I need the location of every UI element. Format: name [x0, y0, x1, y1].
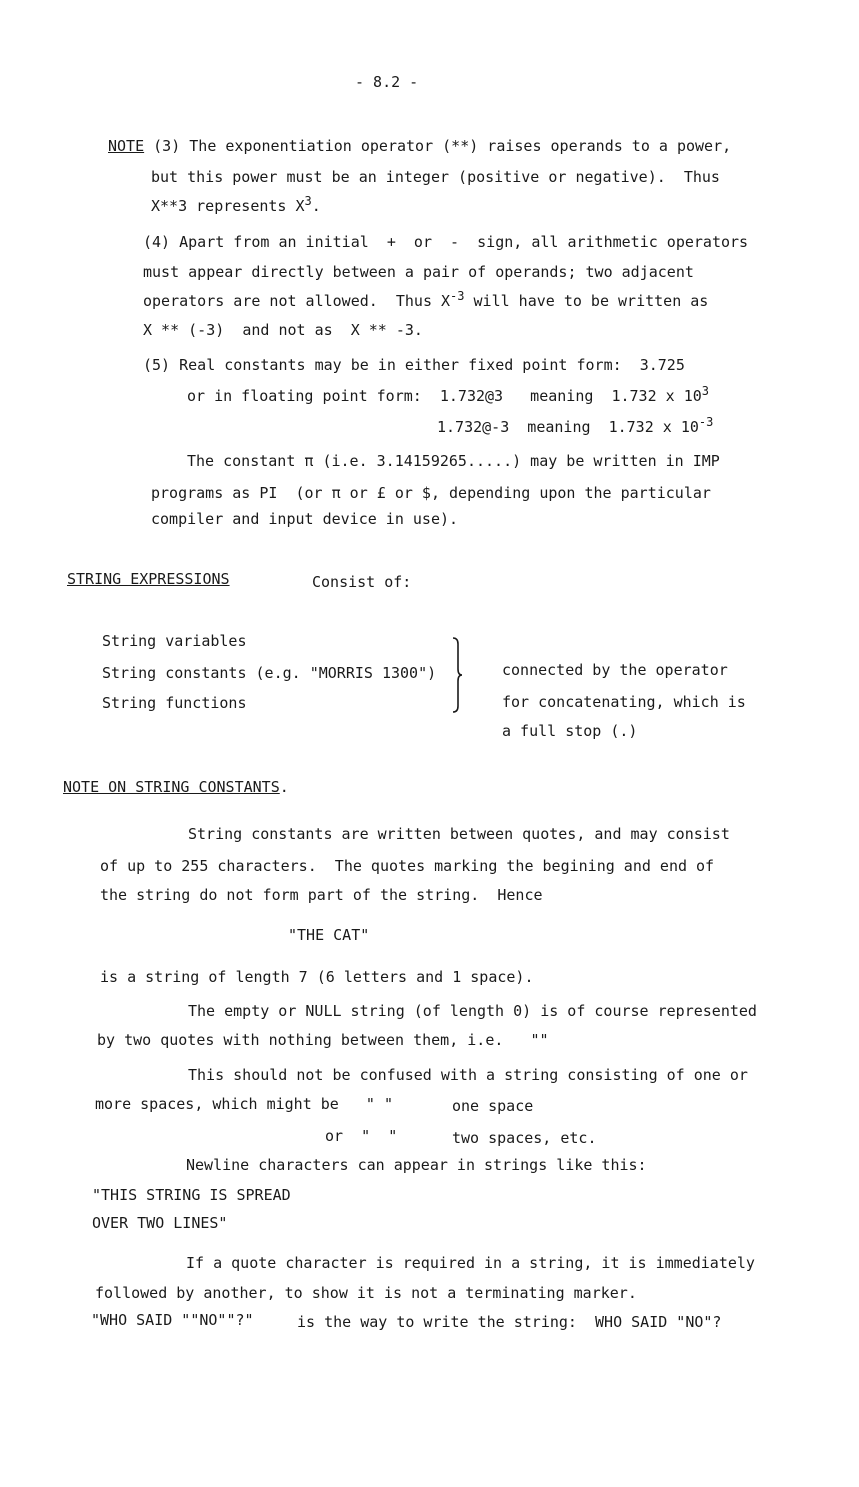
note4-line3-end: will have to be written as: [464, 292, 709, 310]
string-constants-heading-text: NOTE ON STRING CONSTANTS: [63, 778, 280, 796]
note5-line3-text: 1.732@-3 meaning 1.732 x 10: [437, 418, 699, 436]
code-line: OVER TWO LINES": [92, 1214, 228, 1232]
grouping-brace: [450, 636, 464, 714]
note5-line4: The constant π (i.e. 3.14159265.....) may be written in IMP: [187, 452, 720, 470]
paragraph-line: String constants are written between quotes, and may consist: [188, 825, 730, 843]
paragraph-line: of up to 255 characters. The quotes marking the begining and end of: [100, 857, 715, 875]
note4-line3: [143, 289, 709, 310]
note5-line2: [187, 384, 709, 405]
note5-line3: [437, 415, 714, 436]
note5-line2-text: or in floating point form: 1.732@3 meaning 1.732 x 10: [187, 387, 702, 405]
paragraph-line: by two quotes with nothing between them, i.e. "": [97, 1031, 549, 1049]
note3-line3: [151, 194, 321, 215]
paragraph-line: The empty or NULL string (of length 0) is of course represented: [188, 1002, 757, 1020]
note3-line2: but this power must be an integer (positive or negative). Thus: [151, 168, 720, 186]
note3-line3-end: .: [311, 197, 321, 215]
connected-line: connected by the operator: [502, 661, 728, 679]
paragraph-line: the string do not form part of the string. Hence: [100, 886, 543, 904]
heading-period: .: [279, 778, 289, 796]
string-item: String variables: [102, 632, 247, 650]
string-constants-heading: [63, 778, 289, 796]
paragraph-line: This should not be confused with a string consisting of one or: [188, 1066, 748, 1084]
connected-line: for concatenating, which is: [502, 693, 746, 711]
note4-line3-text: operators are not allowed. Thus X: [143, 292, 451, 310]
note5-line1: (5) Real constants may be in either fixed point form: 3.725: [143, 356, 685, 374]
note4-line2: must appear directly between a pair of operands; two adjacent: [143, 263, 694, 281]
code-line: "THIS STRING IS SPREAD: [92, 1186, 291, 1204]
note3-text1: (3) The exponentiation operator (**) raises operands to a power,: [144, 137, 732, 155]
consist-of-label: Consist of:: [312, 573, 412, 591]
note3-line1: [108, 137, 731, 155]
paragraph-line: If a quote character is required in a string, it is immediately: [186, 1254, 755, 1272]
brace-icon: [450, 636, 464, 714]
note5-line5: programs as PI (or π or £ or $, depending upon the particular: [151, 484, 711, 502]
note4-line1: (4) Apart from an initial + or - sign, all arithmetic operators: [143, 233, 749, 251]
note5-exponent2: -3: [698, 415, 714, 429]
page-number: - 8.2 -: [355, 73, 419, 91]
example-string: "THE CAT": [288, 926, 370, 944]
note3-line3-text: X**3 represents X: [151, 197, 305, 215]
note4-exponent: -3: [450, 289, 465, 303]
note5-exponent1: 3: [701, 384, 709, 398]
note-label: NOTE: [108, 137, 145, 155]
paragraph-line: is the way to write the string: WHO SAID "NO"?: [297, 1313, 722, 1331]
paragraph-line: followed by another, to show it is not a terminating marker.: [95, 1284, 637, 1302]
string-expressions-heading: STRING EXPRESSIONS: [67, 570, 230, 588]
paragraph-note: two spaces, etc.: [452, 1129, 597, 1147]
paragraph-line: Newline characters can appear in strings like this:: [186, 1156, 647, 1174]
code-example: "WHO SAID ""NO""?": [91, 1311, 254, 1329]
paragraph-line: is a string of length 7 (6 letters and 1 space).: [100, 968, 534, 986]
string-item: String functions: [102, 694, 247, 712]
paragraph-line: more spaces, which might be " ": [95, 1095, 394, 1113]
connected-line: a full stop (.): [502, 722, 638, 740]
paragraph-line: or " ": [325, 1127, 398, 1145]
note4-line4: X ** (-3) and not as X ** -3.: [143, 321, 423, 339]
paragraph-note: one space: [452, 1097, 534, 1115]
note3-exponent: 3: [304, 194, 312, 208]
note5-line6: compiler and input device in use).: [151, 510, 459, 528]
string-item: String constants (e.g. "MORRIS 1300"): [102, 664, 437, 682]
